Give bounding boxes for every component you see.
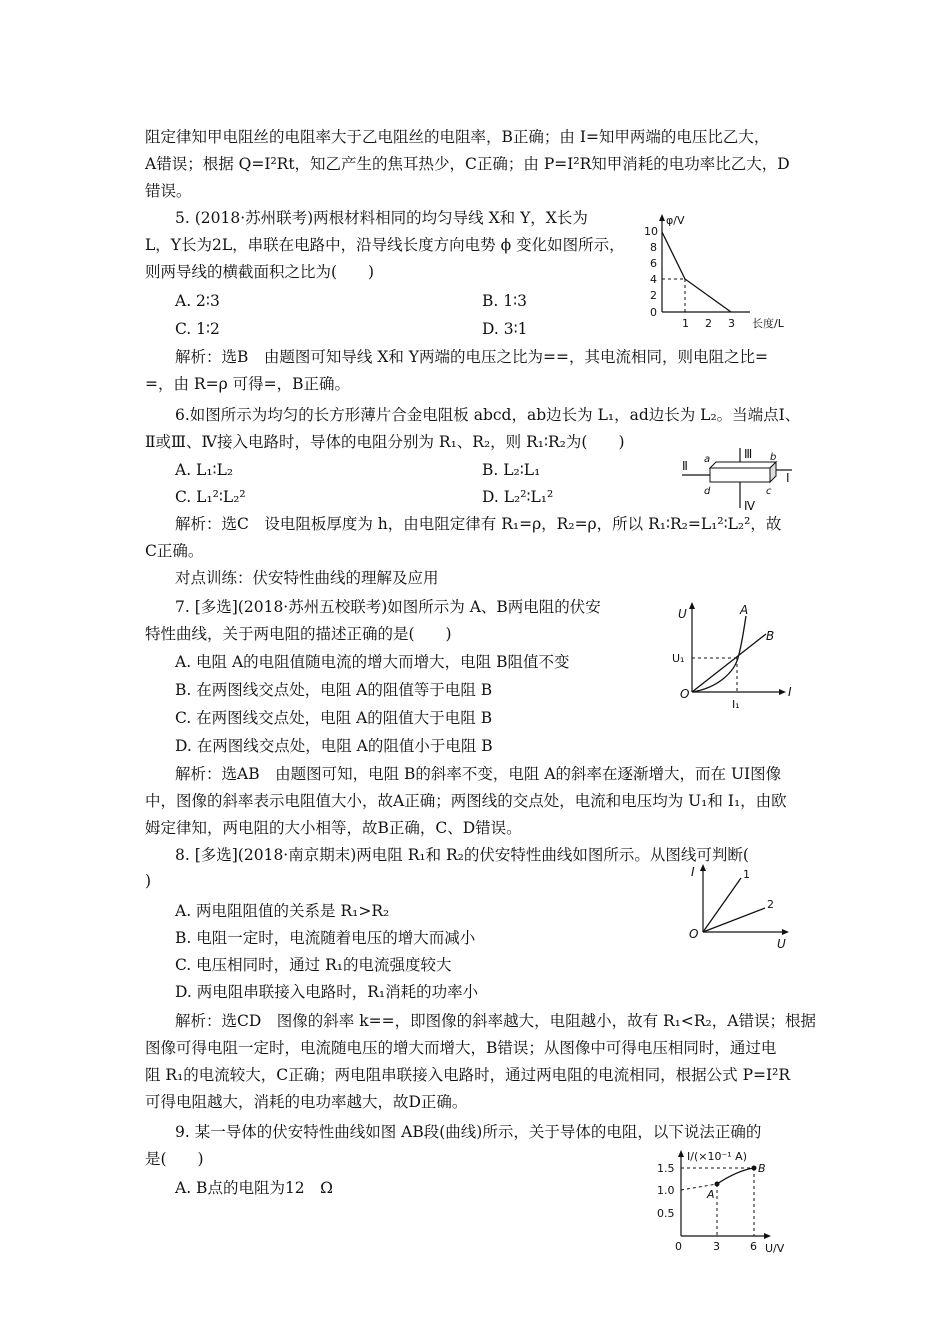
- q9-option-a: A. B点的电阻为12 Ω: [175, 1179, 334, 1197]
- intro-line-1: 阻定律知甲电阻丝的电阻率大于乙电阻丝的电阻率，B正确；由 I=知甲两端的电压比乙大，: [145, 128, 770, 146]
- terminal-1: Ⅰ: [786, 471, 790, 485]
- q6-option-d: D. L₂²∶L₁²: [482, 488, 554, 506]
- x-tick-0: 0: [675, 1240, 682, 1253]
- x-tick-6: 6: [750, 1240, 757, 1253]
- x-axis-label: U/V: [765, 1242, 785, 1255]
- q7-answer-2: 中，图像的斜率表示电阻值大小，故A正确；两图线的交点处，电流和电压均为 U₁和 I₁，由欧: [145, 792, 787, 810]
- corner-a: a: [704, 454, 711, 465]
- q6-resistor-plate-figure: [680, 448, 800, 518]
- corner-b: b: [770, 452, 777, 463]
- plate-top-face: [710, 462, 776, 468]
- q7-option-d: D. 在两图线交点处，电阻 A的阻值小于电阻 B: [175, 737, 493, 755]
- x-tick-3: 3: [728, 317, 735, 330]
- y-tick-10: 10: [644, 225, 658, 238]
- q6-answer-2: C正确。: [145, 542, 204, 560]
- q6-option-b: B. L₂∶L₁: [482, 461, 541, 479]
- y-tick-6: 6: [650, 257, 657, 270]
- q8-stem-2: ): [145, 872, 152, 890]
- q6-option-a: A. L₁∶L₂: [175, 461, 234, 479]
- y-axis-label: φ/V: [666, 214, 685, 227]
- q7-option-b: B. 在两图线交点处，电阻 A的阻值等于电阻 B: [175, 681, 493, 699]
- q5-option-b: B. 1∶3: [482, 292, 528, 310]
- y-axis-arrow: [689, 602, 695, 609]
- corner-c: c: [766, 486, 772, 497]
- y-axis-label: I/(×10⁻¹ A): [687, 1150, 747, 1163]
- q6-option-c: C. L₁²∶L₂²: [175, 488, 246, 506]
- point-a: [715, 1182, 720, 1187]
- y-tick-1-5: 1.5: [657, 1162, 675, 1175]
- q5-stem-3: 则两导线的横截面积之比为( ): [145, 263, 375, 281]
- terminal-4: Ⅳ: [744, 499, 756, 513]
- intro-line-3: 错误。: [145, 182, 192, 200]
- q5-answer-1: 解析：选B 由题图可知导线 X和 Y两端的电压之比为==，其电流相同，则电阻之比=: [175, 348, 768, 366]
- y-axis-arrow: [700, 864, 706, 871]
- q9-stem-2: 是( ): [145, 1150, 204, 1168]
- line-1: [703, 878, 741, 932]
- label-line-1: 1: [743, 868, 750, 881]
- plate-front-face: [710, 468, 770, 482]
- curve-ab: [717, 1168, 754, 1184]
- y-axis-arrow: [678, 1150, 684, 1157]
- q7-option-a: A. 电阻 A的电阻值随电流的增大而增大，电阻 B阻值不变: [175, 653, 570, 671]
- q5-stem-2: L，Y长为2L，串联在电路中，沿导线长度方向电势 ϕ 变化如图所示，: [145, 236, 625, 254]
- y-tick-0-5: 0.5: [657, 1207, 675, 1220]
- q7-stem-1: 7. [多选](2018·苏州五校联考)如图所示为 A、B两电阻的伏安: [175, 598, 601, 616]
- q7-option-c: C. 在两图线交点处，电阻 A的阻值大于电阻 B: [175, 709, 493, 727]
- label-u: U: [777, 937, 786, 951]
- label-u: U: [678, 607, 687, 621]
- terminal-2: Ⅱ: [682, 459, 688, 473]
- y-tick-8: 8: [650, 241, 657, 254]
- q8-option-d: D. 两电阻串联接入电路时，R₁消耗的功率小: [175, 983, 479, 1001]
- label-i: I: [691, 865, 695, 879]
- q6-stem-1: 6.如图所示为均匀的长方形薄片合金电阻板 abcd，ab边长为 L₁，ad边长为 L₂。当端点Ⅰ、: [175, 406, 801, 424]
- potential-line: [662, 232, 731, 312]
- y-axis-arrow: [659, 214, 665, 221]
- q8-stem-1: 8. [多选](2018·南京期末)两电阻 R₁和 R₂的伏安特性曲线如图所示。从图线可判断(: [175, 846, 749, 864]
- x-axis-arrow: [779, 689, 786, 695]
- q8-option-c: C. 电压相同时，通过 R₁的电流强度较大: [175, 956, 452, 974]
- label-a: A: [707, 1188, 715, 1201]
- label-origin: O: [680, 687, 690, 701]
- label-origin: O: [689, 927, 699, 941]
- q5-option-d: D. 3∶1: [482, 320, 528, 338]
- y-tick-1-0: 1.0: [657, 1184, 675, 1197]
- x-axis-label: 长度/L: [752, 317, 784, 330]
- q9-stem-1: 9. 某一导体的伏安特性曲线如图 AB段(曲线)所示，关于导体的电阻，以下说法正确的: [175, 1123, 762, 1141]
- q8-option-a: A. 两电阻阻值的关系是 R₁>R₂: [175, 902, 390, 920]
- q8-option-b: B. 电阻一定时，电流随着电压的增大而减小: [175, 929, 476, 947]
- q5-potential-graph: [640, 212, 800, 337]
- terminal-3: Ⅲ: [744, 447, 753, 461]
- x-tick-3: 3: [713, 1240, 720, 1253]
- q7-iv-graph: [670, 600, 800, 715]
- q7-answer-1: 解析：选AB 由题图可知，电阻 B的斜率不变，电阻 A的斜率在逐渐增大，而在 UI图像: [175, 765, 782, 783]
- q8-answer-3: 阻 R₁的电流较大，C正确；两电阻串联接入电路时，通过两电阻的电流相同，根据公式 P=I²R: [145, 1066, 791, 1084]
- point-b: [752, 1166, 757, 1171]
- label-i: I: [788, 685, 792, 699]
- q9-iv-graph: [655, 1148, 800, 1258]
- section-heading: 对点训练：伏安特性曲线的理解及应用: [175, 569, 439, 587]
- y-tick-0: 0: [650, 306, 657, 319]
- q8-answer-1: 解析：选CD 图像的斜率 k==，即图像的斜率越大，电阻越小，故有 R₁<R₂，A错误；根据: [175, 1012, 816, 1030]
- x-tick-2: 2: [705, 317, 712, 330]
- label-b: B: [758, 1162, 766, 1175]
- q8-iv-graph: [685, 862, 800, 952]
- q7-answer-3: 姆定律知，两电阻的大小相等，故B正确，C、D错误。: [145, 819, 522, 837]
- curve-a: [692, 616, 746, 692]
- x-tick-1: 1: [682, 317, 689, 330]
- q7-stem-2: 特性曲线，关于两电阻的描述正确的是( ): [145, 625, 452, 643]
- label-line-b: B: [766, 629, 775, 643]
- y-tick-4: 4: [650, 273, 657, 286]
- q8-answer-2: 图像可得电阻一定时，电流随电压的增大而增大，B错误；从图像中可得电压相同时，通过电: [145, 1039, 777, 1057]
- q5-answer-2: =，由 R=ρ 可得=，B正确。: [145, 375, 350, 393]
- q5-option-c: C. 1∶2: [175, 320, 220, 338]
- label-u1: U₁: [672, 652, 685, 665]
- q5-stem-1: 5. (2018·苏州联考)两根材料相同的均匀导线 X和 Y，X长为: [175, 209, 588, 227]
- line-2: [703, 908, 765, 932]
- label-i1: I₁: [732, 698, 740, 711]
- line-b: [692, 634, 766, 692]
- x-axis-arrow: [782, 929, 789, 935]
- x-axis-arrow: [764, 1233, 771, 1239]
- q5-option-a: A. 2∶3: [175, 292, 220, 310]
- label-line-2: 2: [767, 898, 774, 911]
- label-curve-a: A: [740, 603, 749, 617]
- corner-d: d: [704, 486, 711, 497]
- intro-line-2: A错误；根据 Q=I²Rt，知乙产生的焦耳热少，C正确；由 P=I²R知甲消耗的电功率比乙大，D: [145, 155, 790, 173]
- q8-answer-4: 可得电阻越大，消耗的电功率越大，故D正确。: [145, 1093, 468, 1111]
- q6-stem-2: Ⅱ或Ⅲ、Ⅳ接入电路时，导体的电阻分别为 R₁、R₂，则 R₁∶R₂为( ): [145, 433, 625, 451]
- q6-answer-1: 解析：选C 设电阻板厚度为 h，由电阻定律有 R₁=ρ，R₂=ρ，所以 R₁∶R₂=L₁²∶L₂²，故: [175, 515, 782, 533]
- y-tick-2: 2: [650, 289, 657, 302]
